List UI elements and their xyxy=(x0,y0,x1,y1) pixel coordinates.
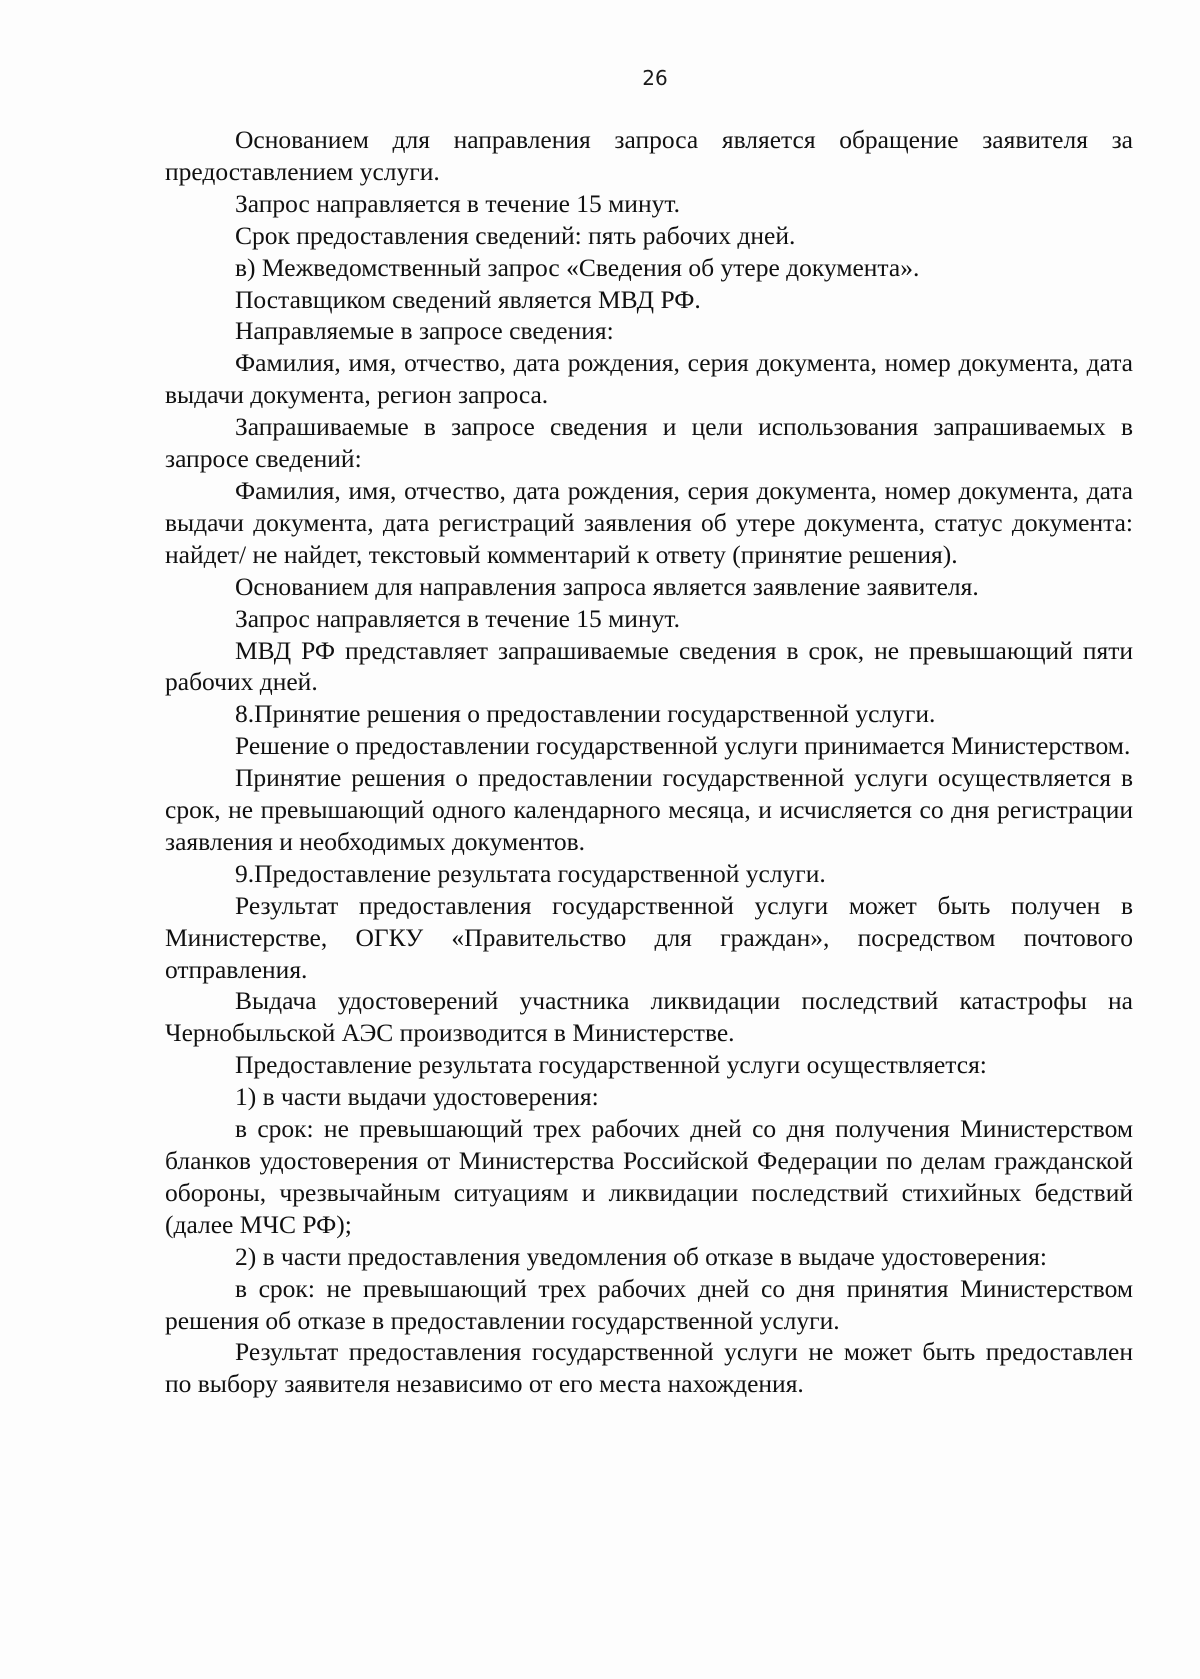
paragraph: Срок предоставления сведений: пять рабочих дней. xyxy=(235,220,796,250)
paragraph: Основанием для направления запроса является обращение заявителя за предоставлением услуги. xyxy=(165,125,1133,186)
paragraph: Решение о предоставлении государственной услуги принимается Министерством. xyxy=(235,731,1131,761)
paragraph: Поставщиком сведений является МВД РФ. xyxy=(235,284,701,314)
document-body xyxy=(165,124,1133,1400)
paragraph: Запрос направляется в течение 15 минут. xyxy=(235,603,680,633)
paragraph: в срок: не превышающий трех рабочих дней со дня принятия Министерством решения об отказе в предоставлении государственной услуги. xyxy=(165,1273,1133,1335)
paragraph: 2) в части предоставления уведомления об отказе в выдаче удостоверения: xyxy=(235,1241,1047,1271)
paragraph: Основанием для направления запроса является заявление заявителя. xyxy=(235,571,979,601)
paragraph: 9.Предоставление результата государственной услуги. xyxy=(235,858,826,888)
paragraph: Принятие решения о предоставлении государственной услуги осуществляется в срок, не превышающий одного календарного месяца, и исчисляется со дня регистрации заявления и необходимых документов. xyxy=(165,763,1133,856)
paragraph: Запрос направляется в течение 15 минут. xyxy=(235,188,680,218)
page-number: 26 xyxy=(642,66,668,90)
paragraph: МВД РФ представляет запрашиваемые сведения в срок, не превышающий пяти рабочих дней. xyxy=(165,635,1133,697)
paragraph: Фамилия, имя, отчество, дата рождения, серия документа, номер документа, дата выдачи документа, дата регистраций заявления об утере документа, статус документа: найдет/ не найдет, текстовый комментарий к ответу (принятие решения). xyxy=(165,475,1133,569)
paragraph: Запрашиваемые в запросе сведения и цели использования запрашиваемых в запросе сведений: xyxy=(165,412,1133,474)
paragraph: 1) в части выдачи удостоверения: xyxy=(235,1082,599,1112)
paragraph: 8.Принятие решения о предоставлении государственной услуги. xyxy=(235,699,936,729)
paragraph: Результат предоставления государственной услуги может быть получен в Министерстве, ОГКУ «Правительство для граждан», посредством почтового отправления. xyxy=(165,890,1133,984)
paragraph: Предоставление результата государственной услуги осуществляется: xyxy=(235,1050,987,1080)
paragraph: Направляемые в запросе сведения: xyxy=(235,316,614,346)
paragraph: Фамилия, имя, отчество, дата рождения, серия документа, номер документа, дата выдачи документа, регион запроса. xyxy=(165,348,1133,410)
paragraph: Выдача удостоверений участника ликвидации последствий катастрофы на Чернобыльской АЭС производится в Министерстве. xyxy=(165,986,1133,1048)
paragraph: в) Межведомственный запрос «Сведения об утере документа». xyxy=(235,252,920,282)
paragraph: в срок: не превышающий трех рабочих дней со дня получения Министерством бланков удостоверения от Министерства Российской Федерации по делам гражданской обороны, чрезвычайным ситуациям и ликвидации последствий стихийных бедствий (далее МЧС РФ); xyxy=(165,1114,1133,1239)
paragraph: Результат предоставления государственной услуги не может быть предоставлен по выбору заявителя независимо от его места нахождения. xyxy=(165,1337,1133,1399)
